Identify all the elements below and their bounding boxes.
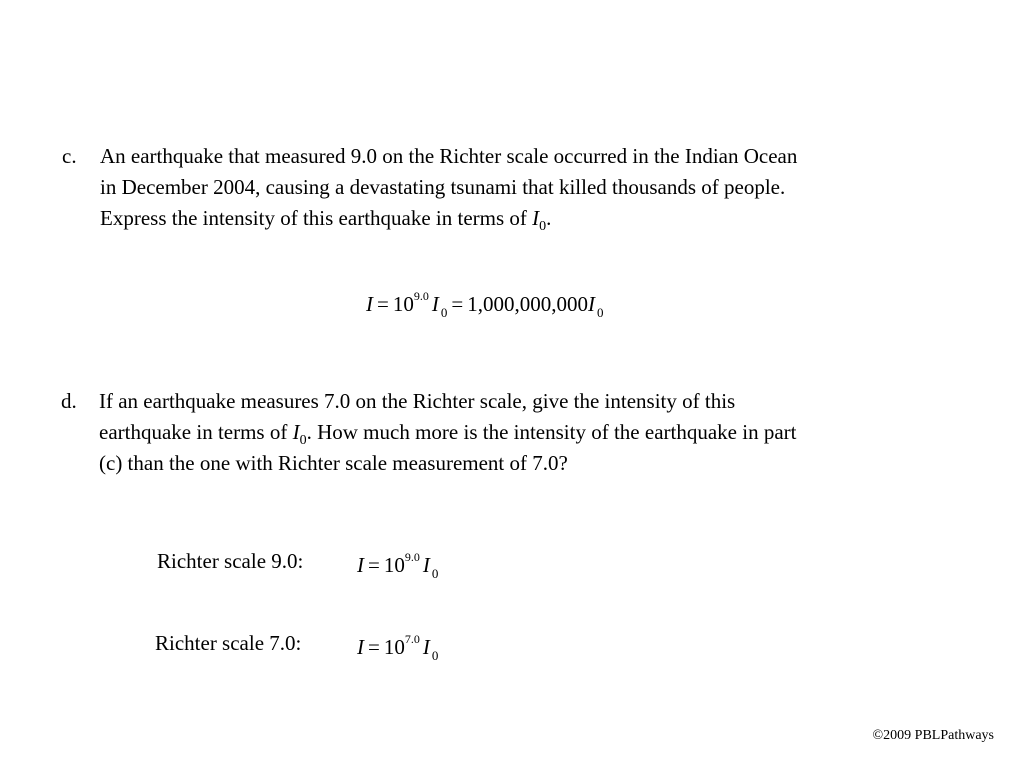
equation-c-var-1: I: [431, 292, 439, 316]
part-c-variable: I: [532, 206, 540, 230]
part-c-paragraph: [62, 141, 982, 237]
richter-9-base: 10: [383, 553, 405, 577]
richter-7-equals: =: [368, 635, 380, 659]
part-c-subscript: 0: [539, 219, 547, 234]
part-d-line-2: [99, 417, 796, 448]
equation-c-lhs: I: [366, 292, 373, 316]
richter-9-lhs: I: [357, 553, 364, 577]
part-d-line-1: If an earthquake measures 7.0 on the Richter scale, give the intensity of this: [99, 389, 736, 413]
part-c-line-3: [100, 203, 797, 234]
part-d-subscript: 0: [299, 433, 307, 448]
richter-7-equation: [357, 632, 438, 662]
richter-9-sub: 0: [431, 566, 439, 581]
part-c-line-1: An earthquake that measured 9.0 on the Richter scale occurred in the Indian Ocean: [100, 144, 798, 168]
part-c-marker: c.: [62, 144, 77, 168]
richter-7-sub: 0: [431, 648, 439, 663]
part-d-line-3: (c) than the one with Richter scale measurement of 7.0?: [99, 451, 568, 475]
richter-7-var: I: [422, 635, 430, 659]
equation-c-base: 10: [392, 292, 414, 316]
part-c-body: [100, 141, 797, 234]
part-d-line-2-text: earthquake in terms of: [99, 420, 293, 444]
part-d-marker: d.: [61, 389, 77, 413]
copyright-notice: ©2009 PBLPathways: [872, 728, 994, 743]
equation-c-equals-2: =: [451, 292, 464, 316]
part-d-paragraph: [61, 386, 981, 482]
part-d-line-2-end: . How much more is the intensity of the earthquake in part: [306, 420, 797, 444]
equation-c-equals-1: =: [377, 292, 389, 316]
part-d-variable: I: [292, 420, 300, 444]
richter-7-lhs: I: [357, 635, 364, 659]
richter-7-label: Richter scale 7.0:: [155, 631, 302, 655]
richter-9-equals: =: [368, 553, 380, 577]
richter-9-equation: [357, 550, 438, 580]
equation-c-sub-1: 0: [440, 305, 448, 320]
richter-7-exponent: 7.0: [404, 632, 420, 646]
part-c-line-3-end: .: [546, 206, 552, 230]
equation-c-sub-2: 0: [596, 305, 604, 320]
equation-c-exponent: 9.0: [413, 289, 429, 303]
part-c-line-3-text: Express the intensity of this earthquake in terms of: [100, 206, 533, 230]
richter-9-exponent: 9.0: [404, 550, 420, 564]
richter-9-label: Richter scale 9.0:: [157, 549, 304, 573]
part-d-body: [99, 386, 796, 479]
richter-7-base: 10: [383, 635, 405, 659]
part-c-line-2: in December 2004, causing a devastating tsunami that killed thousands of people.: [100, 175, 786, 199]
richter-9-var: I: [422, 553, 430, 577]
equation-c-var-2: I: [587, 292, 595, 316]
equation-c: [366, 289, 603, 319]
equation-c-value: 1,000,000,000: [467, 292, 588, 316]
